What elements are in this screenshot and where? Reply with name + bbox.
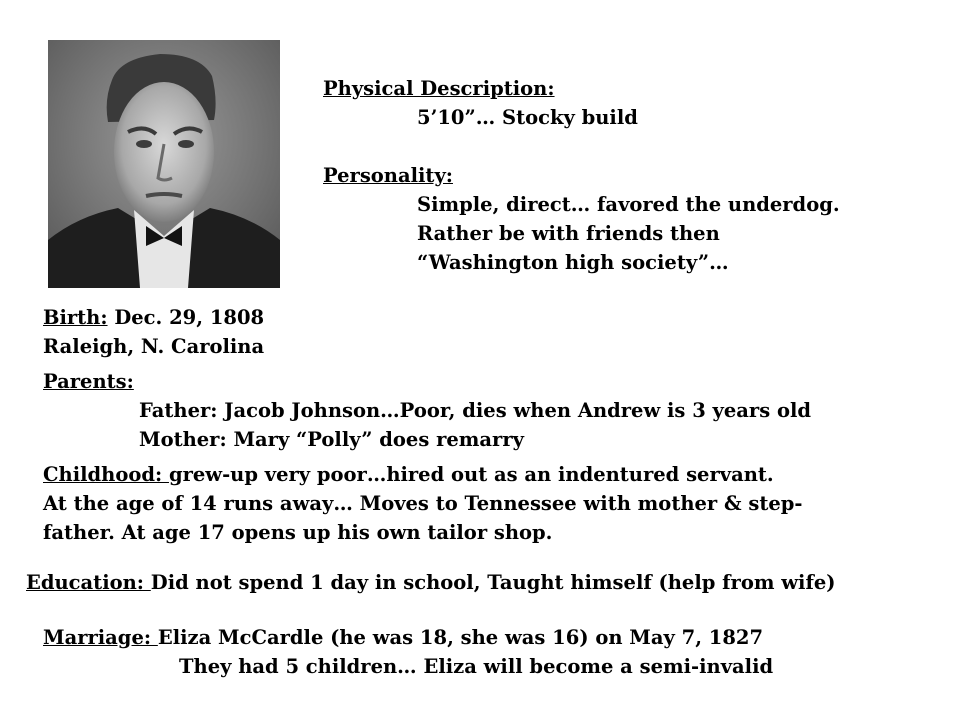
parents-father: Father: Jacob Johnson…Poor, dies when Andrew is 3 years old bbox=[139, 399, 812, 422]
personality-line: “Washington high society”… bbox=[417, 251, 729, 274]
physical-description-section bbox=[323, 74, 638, 132]
personality-section bbox=[323, 161, 840, 277]
parents-label: Parents: bbox=[43, 370, 134, 393]
marriage-line bbox=[43, 623, 773, 652]
childhood-text: grew-up very poor…hired out as an indentured servant. bbox=[168, 463, 774, 486]
marriage-section bbox=[43, 623, 773, 681]
personality-line: Simple, direct… favored the underdog. bbox=[417, 193, 840, 216]
childhood-line: father. At age 17 opens up his own tailor shop. bbox=[43, 521, 553, 544]
childhood-section bbox=[43, 460, 802, 547]
birth-section bbox=[43, 303, 264, 361]
education-section bbox=[26, 568, 835, 597]
birth-date: Dec. 29, 1808 bbox=[107, 306, 265, 329]
education-text: Did not spend 1 day in school, Taught himself (help from wife) bbox=[150, 571, 836, 594]
childhood-line bbox=[43, 460, 802, 489]
childhood-line: At the age of 14 runs away… Moves to Tennessee with mother & step- bbox=[43, 492, 803, 515]
personality-line: Rather be with friends then bbox=[417, 222, 720, 245]
physical-description-text: 5’10”… Stocky build bbox=[417, 106, 638, 129]
birth-place: Raleigh, N. Carolina bbox=[43, 335, 265, 358]
education-label: Education: bbox=[26, 571, 151, 594]
birth-label: Birth: bbox=[43, 306, 108, 329]
personality-label: Personality: bbox=[323, 164, 453, 187]
parents-mother: Mother: Mary “Polly” does remarry bbox=[139, 428, 524, 451]
birth-line bbox=[43, 303, 264, 332]
childhood-label: Childhood: bbox=[43, 463, 169, 486]
marriage-text: Eliza McCardle (he was 18, she was 16) on May 7, 1827 bbox=[157, 626, 764, 649]
physical-description-label: Physical Description: bbox=[323, 77, 555, 100]
portrait-photo bbox=[48, 40, 280, 288]
marriage-label: Marriage: bbox=[43, 626, 158, 649]
parents-section bbox=[43, 367, 811, 454]
marriage-line: They had 5 children… Eliza will become a semi-invalid bbox=[179, 655, 774, 678]
